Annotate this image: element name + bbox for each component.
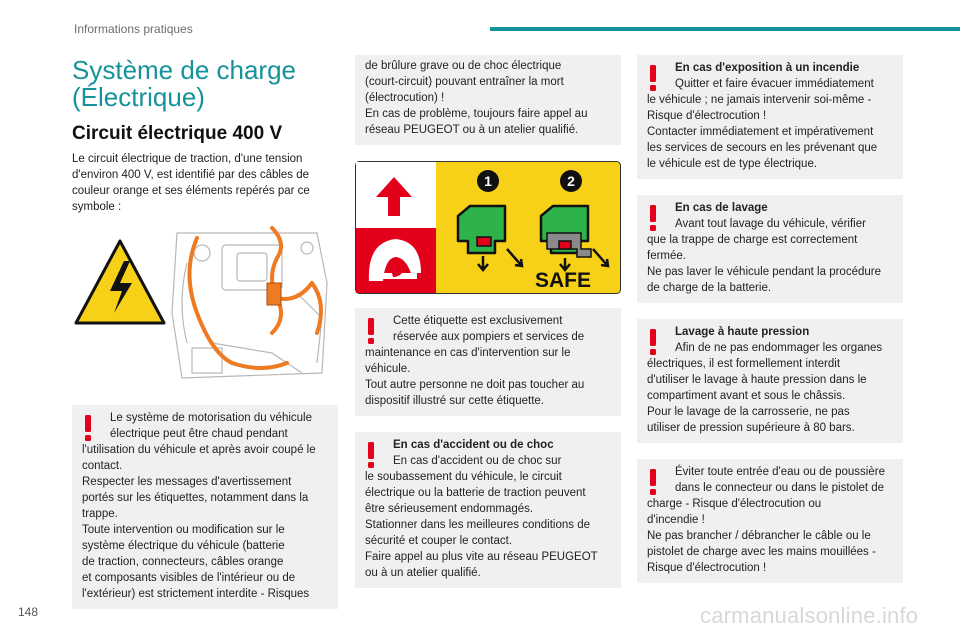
warning-box-hot-system — [72, 405, 338, 609]
wash-text-line: Avant tout lavage du véhicule, vérifier — [675, 218, 866, 230]
note-box-label-usage — [355, 308, 621, 416]
note-text-line: dispositif illustré sur cette étiquette. — [365, 395, 544, 407]
warning-box-continuation — [355, 55, 621, 145]
wash-text-line: Ne pas laver le véhicule pendant la procédure — [647, 266, 881, 278]
accident-text-line: électrique ou la batterie de traction peuvent — [365, 487, 586, 499]
page-title — [72, 57, 338, 111]
warning-box-fire — [637, 55, 903, 179]
accident-text-line: sécurité et couper le contact. — [365, 535, 513, 547]
continuation-line: (court-circuit) pouvant entraîner la mort — [365, 76, 564, 88]
safety-label-drawing — [355, 161, 621, 294]
page-title-line-1: Système de charge — [72, 55, 297, 85]
pressure-text-line: utiliser de pression supérieure à 80 bars. — [647, 422, 855, 434]
fire-text-line: Contacter immédiatement et impérativement — [647, 126, 874, 138]
warning-text-line: Toute intervention ou modification sur le — [82, 524, 285, 536]
note-text-line: Tout autre personne ne doit pas toucher au — [365, 379, 585, 391]
warning-text-line: portés sur les étiquettes, notamment dans la — [82, 492, 309, 504]
column-3 — [637, 55, 903, 599]
warning-text-line: système électrique du véhicule (batterie — [82, 540, 285, 552]
fire-text-line: Risque d'électrocution ! — [647, 110, 767, 122]
warning-box-high-pressure — [637, 319, 903, 443]
accident-text-line: ou à un atelier qualifié. — [365, 567, 481, 579]
pressure-text-line: d'utiliser le lavage à haute pression dans le — [647, 374, 867, 386]
warning-text-line: l'extérieur) est strictement interdite - Risques — [82, 588, 310, 600]
header-accent-bar — [490, 27, 960, 31]
page-title-line-2: (Électrique) — [72, 82, 205, 112]
accident-text-line: Faire appel au plus vite au réseau PEUGEOT — [365, 551, 598, 563]
label-number-1: 1 — [484, 173, 492, 189]
warning-box-accident — [355, 432, 621, 588]
firefighter-safety-label — [355, 161, 621, 294]
pressure-text-line: Afin de ne pas endommager les organes — [675, 342, 883, 354]
accident-text-line: Stationner dans les meilleures conditions de — [365, 519, 591, 531]
warning-box-water-dust — [637, 459, 903, 583]
note-text-line: Cette étiquette est exclusivement — [393, 315, 563, 327]
wash-text-line: de charge de la batterie. — [647, 282, 772, 294]
fire-title: En cas d'exposition à un incendie — [675, 62, 860, 74]
high-voltage-illustration — [72, 223, 338, 393]
exclamation-warning-icon — [365, 318, 377, 344]
pressure-text-line: compartiment avant et sous le châssis. — [647, 390, 846, 402]
accident-title: En cas d'accident ou de choc — [393, 439, 554, 451]
accident-text-line: être sérieusement endommagés. — [365, 503, 534, 515]
water-text-line: dans le connecteur ou dans le pistolet de — [675, 482, 885, 494]
pressure-text-line: Pour le lavage de la carrosserie, ne pas — [647, 406, 850, 418]
section-subtitle: Circuit électrique 400 V — [72, 123, 283, 144]
warning-text-line: Respecter les messages d'avertissement — [82, 476, 292, 488]
exclamation-warning-icon — [647, 65, 659, 91]
water-text-line: pistolet de charge avec les mains mouillées - — [647, 546, 876, 558]
header-section-title: Informations pratiques — [74, 22, 193, 36]
intro-paragraph: Le circuit électrique de traction, d'une tension d'environ 400 V, est identifié par des câbles de couleur orange et ses éléments repérés par ce symbole : — [72, 153, 310, 213]
continuation-line: de brûlure grave ou de choc électrique — [365, 60, 562, 72]
water-text-line: Ne pas brancher / débrancher le câble ou le — [647, 530, 871, 542]
exclamation-warning-icon — [647, 469, 659, 495]
warning-box-wash — [637, 195, 903, 303]
warning-text-line: et composants visibles de l'intérieur ou de — [82, 572, 296, 584]
wash-text-line: fermée. — [647, 250, 686, 262]
page-number: 148 — [18, 605, 39, 619]
column-2 — [355, 55, 621, 604]
warning-text-line: Le système de motorisation du véhicule — [110, 412, 312, 424]
water-text-line: Risque d'électrocution ! — [647, 562, 767, 574]
water-text-line: d'incendie ! — [647, 514, 705, 526]
continuation-line: (électrocution) ! — [365, 92, 445, 104]
wash-text-line: que la trappe de charge est correctement — [647, 234, 858, 246]
warning-text-line: l'utilisation du véhicule et après avoir coupé le — [82, 444, 316, 456]
watermark-text: carmanualsonline.info — [700, 603, 919, 628]
wash-title: En cas de lavage — [675, 202, 768, 214]
continuation-line: En cas de problème, toujours faire appel au — [365, 108, 588, 120]
water-text-line: Éviter toute entrée d'eau ou de poussière — [675, 466, 885, 478]
pressure-text-line: électriques, il est formellement interdit — [647, 358, 841, 370]
label-number-2: 2 — [567, 173, 575, 189]
orange-connector — [267, 283, 281, 305]
safe-label-text: SAFE — [534, 269, 592, 292]
note-text-line: réservée aux pompiers et services de — [393, 331, 585, 343]
fire-text-line: le véhicule est de type électrique. — [647, 158, 818, 170]
continuation-line: réseau PEUGEOT ou à un atelier qualifié. — [365, 124, 579, 136]
warning-text-line: contact. — [82, 460, 123, 472]
pressure-title: Lavage à haute pression — [675, 326, 810, 338]
note-text-line: véhicule. — [365, 363, 411, 375]
exclamation-warning-icon — [647, 205, 659, 231]
accident-text-line: En cas d'accident ou de choc sur — [393, 455, 562, 467]
water-text-line: charge - Risque d'électrocution ou — [647, 498, 822, 510]
high-voltage-warning-icon — [76, 241, 164, 323]
fire-text-line: Quitter et faire évacuer immédiatement — [675, 78, 874, 90]
exclamation-warning-icon — [82, 415, 94, 441]
warning-text-line: trappe. — [82, 508, 118, 520]
fire-text-line: le véhicule ; ne jamais intervenir soi-même - — [647, 94, 872, 106]
column-1 — [72, 55, 338, 625]
warning-text-line: électrique peut être chaud pendant — [110, 428, 288, 440]
exclamation-warning-icon — [365, 442, 377, 468]
engine-bay-drawing — [72, 223, 338, 393]
exclamation-warning-icon — [647, 329, 659, 355]
note-text-line: maintenance en cas d'intervention sur le — [365, 347, 571, 359]
accident-text-line: le soubassement du véhicule, le circuit — [365, 471, 562, 483]
warning-text-line: de traction, connecteurs, câbles orange — [82, 556, 284, 568]
fire-text-line: les services de secours en les prévenant que — [647, 142, 878, 154]
